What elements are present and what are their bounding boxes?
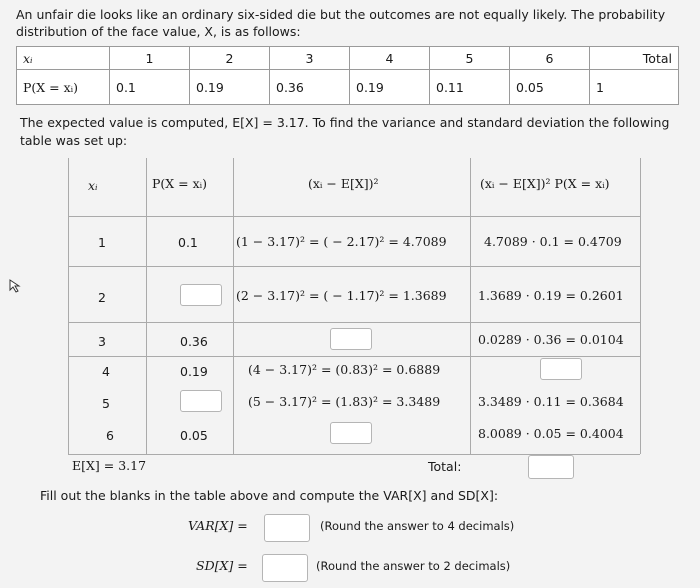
face-cell: 3 <box>270 47 350 70</box>
prob-cell: 0.11 <box>430 70 510 105</box>
row6-x: 6 <box>106 428 114 443</box>
prob-cell: 0.1 <box>110 70 190 105</box>
expected-value-sentence: The expected value is computed, E[X] = 3.17. To find the variance and standard deviation the following table was set up: <box>20 115 670 148</box>
row3-p: 0.36 <box>180 334 208 349</box>
header-prob: P(X = xᵢ) <box>152 176 208 191</box>
prob-cell: 0.19 <box>190 70 270 105</box>
row6-p: 0.05 <box>180 428 208 443</box>
row5-prob-input[interactable] <box>180 390 222 412</box>
face-cell: 1 <box>110 47 190 70</box>
fill-instructions: Fill out the blanks in the table above and compute the VAR[X] and SD[X]: <box>40 488 499 503</box>
total-input[interactable] <box>528 455 574 479</box>
face-cell: 2 <box>190 47 270 70</box>
row3-prod: 0.0289 · 0.36 = 0.0104 <box>478 332 624 347</box>
row-divider <box>68 322 640 323</box>
face-cell: 5 <box>430 47 510 70</box>
problem-intro: An unfair die looks like an ordinary six-sided die but the outcomes are not equally likely. The probability distribution of the face value, X, is as follows: <box>16 7 666 39</box>
header-weighted: (xᵢ − E[X])² P(X = xᵢ) <box>480 176 610 191</box>
column-divider <box>470 158 471 454</box>
row4-sq: (4 − 3.17)² = (0.83)² = 0.6889 <box>248 362 441 377</box>
row1-x: 1 <box>98 235 106 250</box>
row-divider <box>68 216 640 217</box>
var-input[interactable] <box>264 514 310 542</box>
prob-cell: 0.19 <box>350 70 430 105</box>
sd-input[interactable] <box>262 554 308 582</box>
row3-x: 3 <box>98 334 106 349</box>
row2-sq: (2 − 3.17)² = ( − 1.17)² = 1.3689 <box>236 288 447 303</box>
row1-prod: 4.7089 · 0.1 = 0.4709 <box>484 234 622 249</box>
probability-table <box>16 46 679 105</box>
sd-rounding-note: (Round the answer to 2 decimals) <box>316 559 511 573</box>
cursor-icon <box>8 278 22 294</box>
row2-prod: 1.3689 · 0.19 = 0.2601 <box>478 288 624 303</box>
sd-label: SD[X] = <box>196 558 248 573</box>
row5-x: 5 <box>102 396 110 411</box>
column-divider <box>68 158 69 454</box>
header-sq-dev: (xᵢ − E[X])² <box>308 176 379 191</box>
prob-cell: 0.05 <box>510 70 590 105</box>
total-label: Total: <box>428 459 462 474</box>
row6-prod: 8.0089 · 0.05 = 0.4004 <box>478 426 624 441</box>
column-divider <box>233 158 234 454</box>
header-x: xᵢ <box>88 178 98 193</box>
row4-x: 4 <box>102 364 110 379</box>
row2-prob-input[interactable] <box>180 284 222 306</box>
row-label-x: xᵢ <box>17 47 110 70</box>
row-divider <box>68 356 640 357</box>
face-cell: 6 <box>510 47 590 70</box>
row1-sq: (1 − 3.17)² = ( − 2.17)² = 4.7089 <box>236 234 447 249</box>
variance-table <box>68 158 641 454</box>
row-divider <box>68 266 640 267</box>
var-rounding-note: (Round the answer to 4 decimals) <box>320 519 515 533</box>
row1-p: 0.1 <box>178 235 198 250</box>
expected-value-label: E[X] = 3.17 <box>72 458 147 473</box>
total-value: 1 <box>590 70 679 105</box>
row4-p: 0.19 <box>180 364 208 379</box>
row-label-p: P(X = xᵢ) <box>17 70 110 105</box>
face-cell: 4 <box>350 47 430 70</box>
prob-cell: 0.36 <box>270 70 350 105</box>
row2-x: 2 <box>98 290 106 305</box>
row5-sq: (5 − 3.17)² = (1.83)² = 3.3489 <box>248 394 441 409</box>
row4-prod-input[interactable] <box>540 358 582 380</box>
row6-sq-input[interactable] <box>330 422 372 444</box>
total-header: Total <box>590 47 679 70</box>
row3-sq-input[interactable] <box>330 328 372 350</box>
var-label: VAR[X] = <box>188 518 248 533</box>
column-divider <box>146 158 147 454</box>
row5-prod: 3.3489 · 0.11 = 0.3684 <box>478 394 624 409</box>
